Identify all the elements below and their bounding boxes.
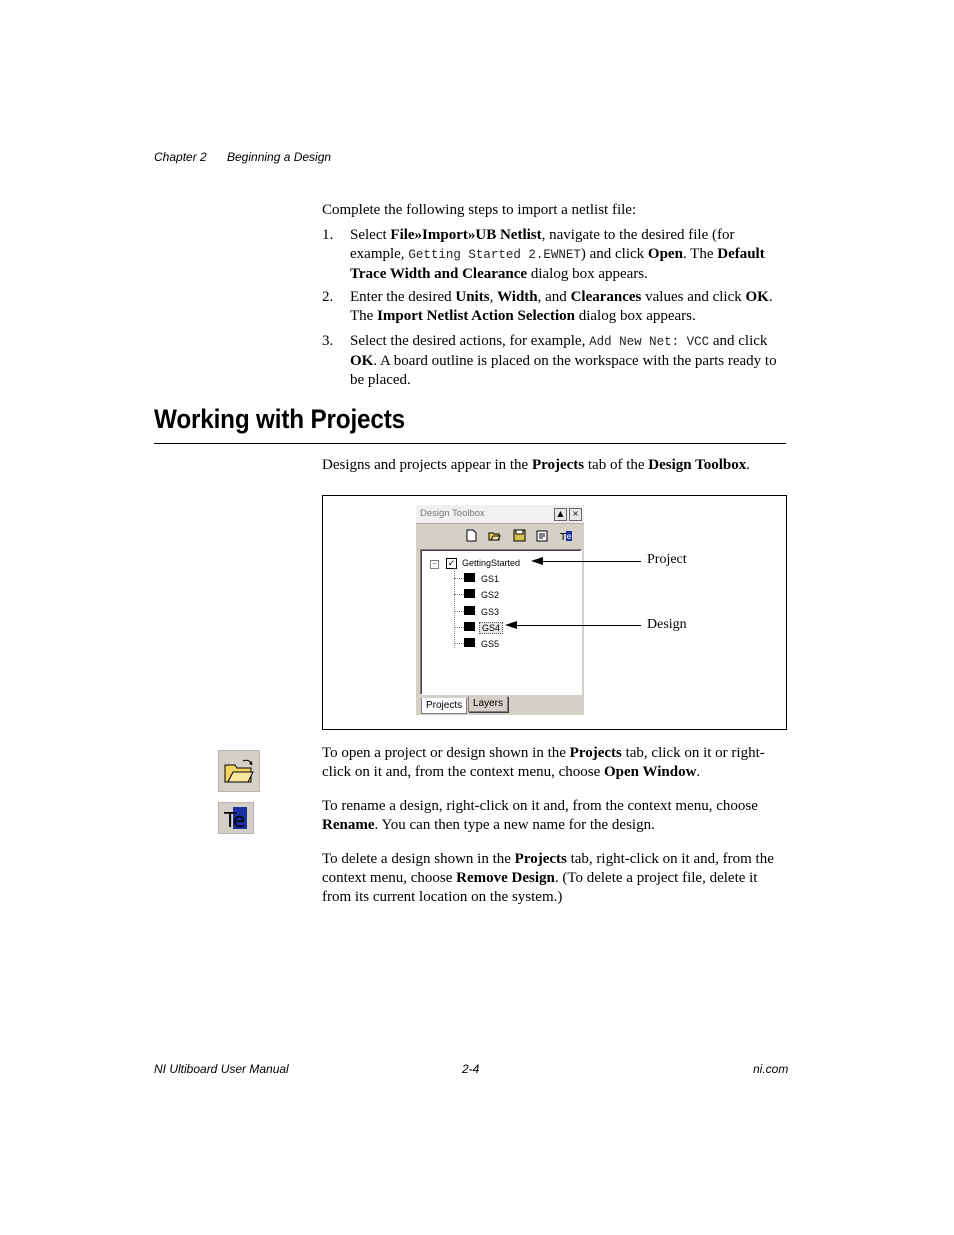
step-text xyxy=(350,288,790,326)
tree-connector xyxy=(454,578,464,579)
te-icon-graphic xyxy=(219,803,253,833)
tree-design-item[interactable]: GS1 xyxy=(481,574,500,584)
bold-term: Rename xyxy=(322,816,375,833)
text-run: To open a project or design shown in the xyxy=(322,745,570,761)
text-run: tab, click on it or right-click on it and, from the context menu, choose xyxy=(322,745,765,780)
text-run: ) and click xyxy=(580,245,648,262)
bold-term: Design Toolbox xyxy=(648,457,747,473)
step-3 xyxy=(322,332,788,390)
step-number: 2. xyxy=(322,289,334,305)
text-run: Select the desired actions, for example, xyxy=(350,333,590,349)
text-run: . The xyxy=(350,289,773,324)
bold-term: Units xyxy=(455,289,490,305)
save-icon[interactable] xyxy=(513,529,526,542)
text-run: Designs and projects appear in the xyxy=(322,457,532,473)
section-rule xyxy=(154,443,786,444)
tree-connector xyxy=(454,643,464,644)
footer-website: ni.com xyxy=(753,1062,789,1076)
callout-design: Design xyxy=(647,617,687,632)
te-icon-text: Te xyxy=(224,808,246,832)
text-editor-icon[interactable] xyxy=(560,529,573,542)
text-run: dialog box appears. xyxy=(574,307,696,324)
text-run: , xyxy=(489,289,498,305)
projects-tree-panel xyxy=(420,549,582,695)
tree-connector xyxy=(454,611,464,612)
close-button[interactable]: × xyxy=(569,508,582,521)
toolbox-titlebar xyxy=(416,505,584,524)
bold-term: Width xyxy=(497,289,538,305)
section-title: Working with Projects xyxy=(154,404,405,434)
tree-connector xyxy=(454,568,455,648)
text-run: To delete a design shown in the xyxy=(322,851,515,867)
open-folder-icon[interactable] xyxy=(488,529,501,542)
project-checkbox-icon[interactable]: ✓ xyxy=(447,558,456,568)
chip-icon xyxy=(464,638,475,647)
bold-term: Import Netlist Action Selection xyxy=(377,307,575,324)
code-term: Add New Net: VCC xyxy=(589,335,710,349)
paragraph-delete xyxy=(322,850,788,906)
text-editor-icon xyxy=(218,802,254,834)
text-run: . (To delete a project file, delete it from its current location on the system.) xyxy=(322,869,758,905)
chapter-label: Chapter 2 xyxy=(154,150,207,164)
properties-icon[interactable] xyxy=(536,529,549,542)
footer-manual-title: NI Ultiboard User Manual xyxy=(154,1062,289,1076)
design-callout-line xyxy=(514,625,641,626)
text-run: tab, right-click on it and, from the context menu, choose xyxy=(322,851,774,886)
tree-design-item-selected[interactable]: GS4 xyxy=(479,622,503,634)
chapter-title: Beginning a Design xyxy=(227,150,332,164)
chip-icon xyxy=(464,573,475,582)
bold-term: File»Import»UB Netlist xyxy=(390,227,542,243)
text-run: dialog box appears. xyxy=(527,265,648,282)
open-window-icon xyxy=(218,750,260,792)
tab-projects[interactable]: Projects xyxy=(421,698,467,714)
text-run: , navigate to the desired file (for example, xyxy=(350,227,735,262)
bold-term: Default Trace Width and Clearance xyxy=(350,245,765,282)
chip-icon xyxy=(464,589,475,598)
svg-text:e: e xyxy=(566,532,572,541)
text-run: . The xyxy=(682,245,718,262)
text-run: . xyxy=(696,763,701,780)
text-run: . xyxy=(746,457,751,473)
chip-icon xyxy=(464,622,475,631)
new-file-icon[interactable] xyxy=(465,529,478,542)
tree-project[interactable]: GettingStarted xyxy=(462,558,521,568)
bold-term: OK xyxy=(745,289,769,305)
bold-term: Open Window xyxy=(604,763,697,780)
text-run: . A board outline is placed on the workspace with the parts ready to be placed. xyxy=(350,352,777,388)
bold-term: Remove Design xyxy=(456,869,555,886)
bold-term: Open xyxy=(647,245,683,262)
chip-icon xyxy=(464,606,475,615)
arrowhead-icon xyxy=(505,620,517,630)
bold-term: Projects xyxy=(569,745,622,761)
tab-layers[interactable]: Layers xyxy=(468,696,508,712)
svg-text:T: T xyxy=(560,532,567,542)
callout-project: Project xyxy=(647,552,687,567)
bold-term: Projects xyxy=(531,457,585,473)
toolbox-title: Design Toolbox xyxy=(420,508,485,519)
paragraph-open xyxy=(322,744,788,782)
tree-design-item[interactable]: GS2 xyxy=(481,590,500,600)
open-folder-icon xyxy=(219,751,259,791)
step-number: 3. xyxy=(322,333,334,349)
text-run: Select xyxy=(350,227,391,243)
text-run: , and xyxy=(537,289,571,305)
step-text xyxy=(350,332,790,389)
tree-design-item[interactable]: GS3 xyxy=(481,607,500,617)
design-toolbox-window xyxy=(416,505,584,715)
bold-term: Clearances xyxy=(570,289,642,305)
code-term: Getting Started 2.EWNET xyxy=(408,247,581,262)
text-run: . You can then type a new name for the design. xyxy=(374,816,655,833)
toolbox-toolbar xyxy=(416,526,584,548)
section-intro xyxy=(322,456,788,475)
step-number: 1. xyxy=(322,227,334,243)
arrowhead-icon xyxy=(531,556,543,566)
text-run: and click xyxy=(709,333,768,349)
text-run: tab of the xyxy=(584,457,649,473)
text-run: To rename a design, right-click on it and, from the context menu, choose xyxy=(322,798,758,814)
step-text xyxy=(350,226,790,283)
text-run: values and click xyxy=(641,289,746,305)
footer-page-number: 2-4 xyxy=(462,1062,480,1076)
bold-term: Projects xyxy=(514,851,567,867)
text-run: Enter the desired xyxy=(350,289,456,305)
tree-design-item[interactable]: GS5 xyxy=(481,639,500,649)
intro-text: Complete the following steps to import a netlist file: xyxy=(322,202,637,218)
tree-connector xyxy=(454,594,464,595)
step-1 xyxy=(322,226,788,284)
minimize-button[interactable]: ▲ xyxy=(554,508,567,521)
paragraph-rename xyxy=(322,797,788,835)
bold-term: OK xyxy=(350,352,374,369)
collapse-toggle-icon[interactable]: − xyxy=(430,560,439,569)
tree-connector xyxy=(454,627,464,628)
step-2 xyxy=(322,288,788,326)
project-callout-line xyxy=(540,561,641,562)
